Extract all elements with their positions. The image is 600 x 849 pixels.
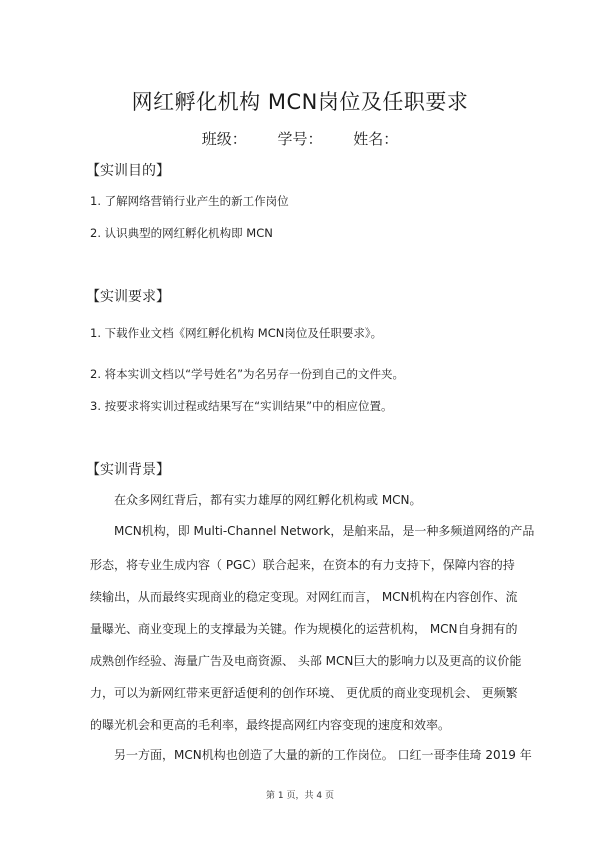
background-line: 续输出，从而最终实现商业的稳定变现。对网红而言， MCN机构在内容创作、流	[90, 590, 518, 604]
section-heading-background: 【实训背景】	[86, 462, 170, 478]
page-title: 网红孵化机构 MCN岗位及任职要求	[131, 90, 469, 114]
requirement-item: 2. 将本实训文档以“学号姓名”为名另存一份到自己的文件夹。	[90, 367, 405, 381]
student-name-label: 姓名：	[353, 130, 399, 148]
student-id-label: 学号：	[277, 130, 323, 148]
background-line: 形态，将专业生成内容（ PGC）联合起来，在资本的有力支持下，保障内容的持	[90, 558, 515, 572]
class-label: 班级：	[201, 130, 247, 148]
section-heading-purpose: 【实训目的】	[86, 163, 170, 179]
requirement-item: 3. 按要求将实训过程或结果写在“实训结果”中的相应位置。	[90, 399, 393, 413]
student-info-line	[0, 128, 600, 149]
section-heading-requirements: 【实训要求】	[86, 289, 170, 305]
background-line: 在众多网红背后，都有实力雄厚的网红孵化机构或 MCN。	[114, 493, 422, 507]
requirement-item: 1. 下载作业文档《网红孵化机构 MCN岗位及任职要求》。	[90, 326, 383, 340]
background-line: 力，可以为新网红带来更舒适便利的创作环境、 更优质的商业变现机会、 更频繁	[90, 686, 518, 700]
background-line: 成熟创作经验、海量广告及电商资源、 头部 MCN巨大的影响力以及更高的议价能	[90, 654, 522, 668]
purpose-item: 1. 了解网络营销行业产生的新工作岗位	[90, 194, 289, 208]
background-line: 量曝光、商业变现上的支撑最为关键。作为规模化的运营机构， MCN自身拥有的	[90, 622, 518, 636]
background-line: 另一方面，MCN机构也创造了大量的新的工作岗位。 口红一哥李佳琦 2019 年	[114, 748, 532, 762]
page-footer: 第 1 页，共 4 页	[266, 791, 334, 801]
background-line: 的曝光机会和更高的毛利率，最终提高网红内容变现的速度和效率。	[90, 718, 451, 732]
purpose-item: 2. 认识典型的网红孵化机构即 MCN	[90, 226, 273, 240]
background-line: MCN机构，即 Multi-Channel Network，是舶来品，是一种多频道网络的产品	[114, 524, 535, 538]
